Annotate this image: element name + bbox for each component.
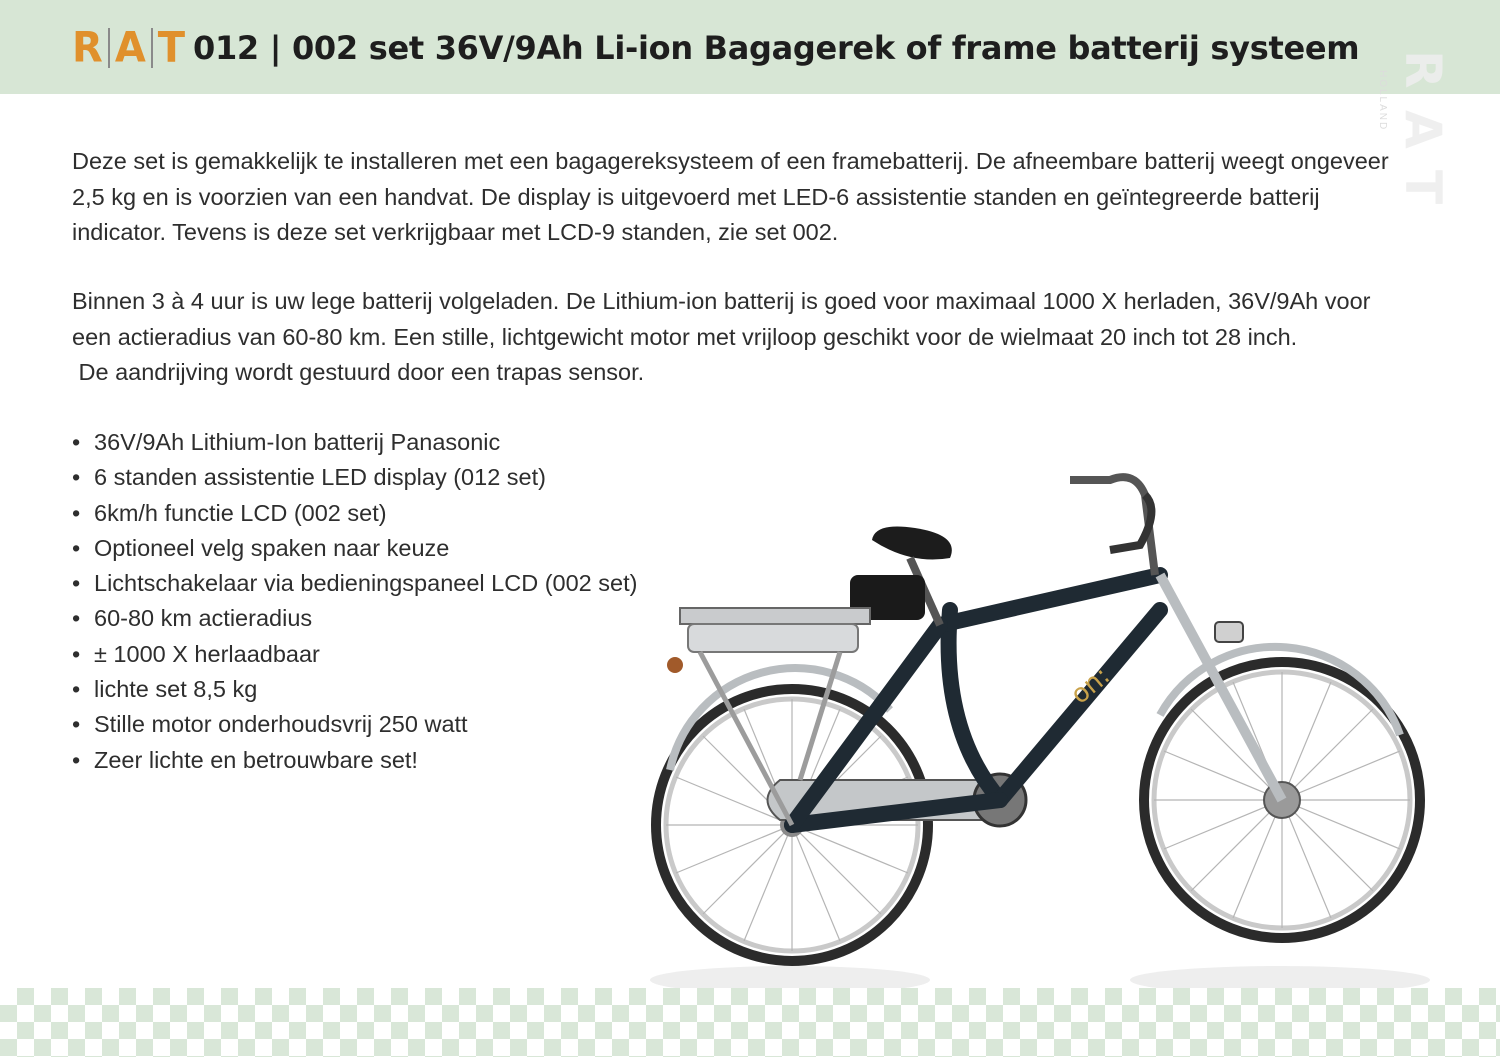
bullet-icon: • [72,640,81,667]
list-item [72,743,637,778]
wheel-reflection [650,966,930,990]
rear-light [667,657,683,673]
logo-divider [108,28,110,68]
list-item-text: 36V/9Ah Lithium-Ion batterij Panasonic [94,429,501,455]
logo-letter-t: T [157,23,186,73]
bullet-icon: • [72,605,81,632]
list-item-text: Lichtschakelaar via bedieningspaneel LCD (002 set) [94,570,638,597]
details-paragraph [72,284,1412,391]
headlight [1215,622,1243,642]
list-item-text: 6km/h functie LCD (002 set) [94,499,387,526]
handlebar [1070,477,1155,575]
bullet-icon: • [72,499,81,526]
saddle [872,527,952,560]
bullet-icon: • [72,464,81,491]
bullet-icon: • [72,570,81,597]
watermark-letter-t: T [1394,170,1452,205]
electric-bike-photo [640,450,1440,990]
list-item-text: Stille motor onderhoudsvrij 250 watt [94,711,468,738]
bullet-icon: • [72,676,81,703]
list-item [72,496,637,531]
logo-letter-r: R [72,23,103,73]
list-item [72,707,637,742]
rat-logo [72,23,186,73]
logo-divider [151,28,153,68]
intro-paragraph: Deze set is gemakkelijk te installeren met een bagagereksysteem of een framebatterij. De afneembare batterij weegt ongeveer 2,5 kg en is voorzien van een handvat. De display is uitgevoerd met LED-6 assistentie standen en geïntegreerde batterij indicator. Tevens is deze set verkrijgbaar met LCD-9 standen, zie set 002. [72,148,1389,245]
bullet-icon: • [72,534,81,561]
list-item-text: ± 1000 X herlaadbaar [94,640,320,667]
list-item-text: lichte set 8,5 kg [94,676,258,703]
list-item-text: 6 standen assistentie LED display (012 set) [94,464,546,491]
list-item [72,637,637,672]
frame-brand-text: on: [1065,660,1117,711]
details-paragraph-text: Binnen 3 à 4 uur is uw lege batterij volgeladen. De Lithium-ion batterij is goed voor maximaal 1000 X herladen, 36V/9Ah voor een actieradius van 60-80 km. Een stille, lichtgewicht motor met vrijloop geschikt voor de wielmaat 20 inch tot 28 inch. [72,288,1371,350]
feature-list [72,425,637,778]
list-item-text: Optioneel velg spaken naar keuze [94,534,450,561]
list-item [72,531,637,566]
watermark-letter-a: A [1394,110,1452,149]
bullet-icon: • [72,746,81,773]
list-item [72,566,637,601]
logo-letter-a: A [114,23,146,73]
bullet-icon: • [72,711,81,738]
battery-pack [688,624,858,652]
list-item [72,601,637,636]
list-item [72,425,637,460]
wheel-reflection [1130,966,1430,990]
list-item [72,460,637,495]
page-title: 012 | 002 set 36V/9Ah Li-ion Bagagerek of frame batterij systeem [193,29,1360,67]
list-item-text: Zeer lichte en betrouwbare set! [94,746,418,773]
list-item-text: 60-80 km actieradius [94,605,313,632]
side-watermark-holland: HOLLAND [1377,70,1388,132]
details-paragraph-drive: De aandrijving wordt gestuurd door een trapas sensor. [72,359,645,385]
watermark-letter-r: R [1394,50,1452,89]
checkered-footer [0,988,1500,1057]
header-band [0,0,1500,94]
bullet-icon: • [72,429,81,455]
list-item [72,672,637,707]
